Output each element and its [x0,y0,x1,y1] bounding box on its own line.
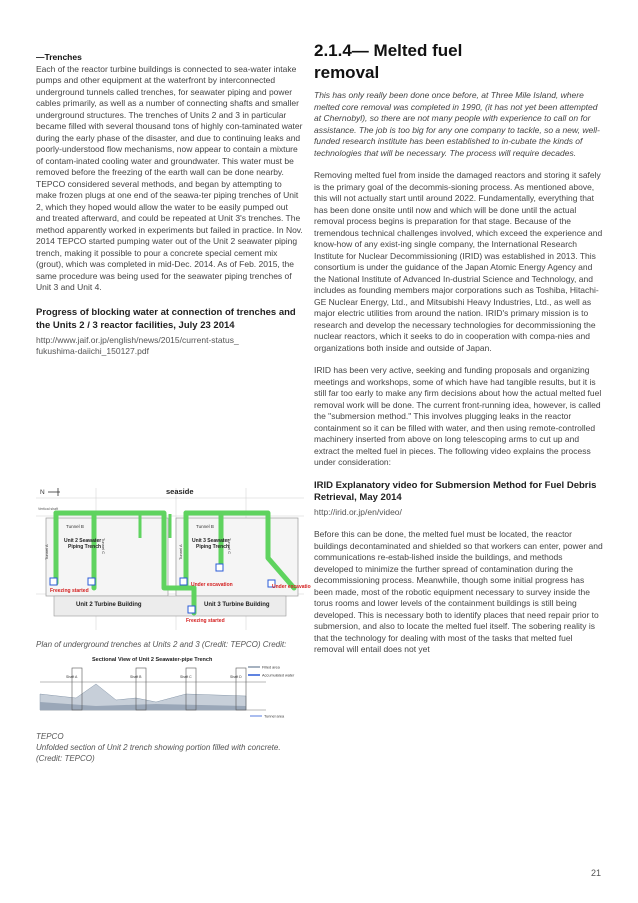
progress-url-line2: fukushima-daiichi_150127.pdf [36,346,149,356]
shaft-a-label: Shaft A [66,675,78,679]
tunnel-b-left-label: Tunnel B [66,524,84,529]
shaft-b-label: Shaft B [130,675,142,679]
right-column [314,40,604,656]
trench-section-figure [36,654,304,726]
trench-plan-figure [36,487,311,630]
legend-tunnel: Tunnel area [264,714,285,719]
removal-paragraph-1: Removing melted fuel from inside the damaged reactors and storing it safely is the primary goal of the decommis-sioning process. As mentioned above, this will not actually start until around 2022. Fundamentally, everything that has been done onsite until now and which will be done until the actual removal process begins is preparation for that stage. Because of the tremendous technical challenges involved, which exceed the experience and know-how of any exist-ing single company, the International Research Institute for Nuclear Decommissioning (IRID) was established in 2013. This consortium is under the guidance of the Japan Atomic Energy Agency and the National Institute of Advanced In-dustrial Science and Technology, and includes as founding members major corporations such as Toshiba, Hitachi-GE Nuclear Energy, Ltd., and Mitsubishi Heavy Industries, Ltd., as well as major electric utilities from around the nation. IRID's primary mission is to research and develop the necessary technologies for decommissioning the nuclear reactors, which it seeks to do in cooperation with compa-nies and organizations both inside and outside of Japan. [314,170,603,353]
section-caption-line1: TEPCO [36,732,64,741]
unit3-building-label: Unit 3 Turbine Building [204,602,270,608]
shaft-d-label: Shaft D [230,675,242,679]
unit2-trench-label-2: Piping Trench [68,544,102,550]
under-excavation-label-2: Under excavatio [272,584,311,590]
legend-accumulated: Accumulated water [262,673,295,678]
unit3-trench-label-1: Unit 3 Seawater [192,538,230,544]
removal-paragraph-2: IRID has been very active, seeking and funding proposals and organizing meetings and workshops, some of which have had tangible results, but it is still far too early to make any firm decisions about how the actual melted fuel removal work will be done. The current front-running idea, however, is called the "submersion method." This involves plugging leaks in the reactor containment so it can be filled with water, and then using remote-controlled machinery inserted from above on long telescoping arms to cut up and extract the melted fuel in pieces. The following video explains the process under consideration: [314,365,602,467]
progress-url-line1: http://www.jaif.or.jp/english/news/2015/current-status_ [36,334,239,345]
section-figure-caption [36,731,306,764]
unit3-trench-label-2: Piping Trench [196,544,230,550]
video-title: IRID Explanatory video for Submersion Method for Fuel Debris Retrieval, May 2014 [314,479,597,503]
tunnel-a-left-label: Tunnel A [44,544,49,560]
freezing-started-label-1: Freezing started [50,588,89,594]
progress-caption: Progress of blocking water at connection of trenches and the Units 2 / 3 reactor facilities, July 23 2014 [36,306,296,331]
freezing-started-label-2: Freezing started [186,618,225,624]
unit2-trench-label-1: Unit 2 Seawater [64,538,102,544]
intro-paragraph: This has only really been done once before, at Three Mile Island, where melted core removal was completed in 1990, (it has not yet been attempted at Chernobyl), so there are not many people with experience to call on for assistance. The job is too big for any one company to tackle, so a new, well-funded research institute has been established to in-cubate the kinds of technologies that will be necessary. The process will require decades. [314,90,600,158]
left-column [36,52,304,358]
seaside-label: seaside [166,487,194,496]
under-excavation-label-1: Under excavation [191,582,233,588]
video-link[interactable]: http://irid.or.jp/en/video/ [314,506,402,517]
trenches-subhead: —Trenches [36,52,82,62]
tunnel-c-left-label: Tunnel C [101,538,106,555]
tunnel-b-right-label: Tunnel B [196,524,214,529]
tunnel-c-right-label: Tunnel C [227,538,232,555]
heading-line2: removal [314,63,380,82]
section-caption-line3: (Credit: TEPCO) [36,754,95,763]
section-heading [314,40,604,84]
heading-line1: 2.1.4— Melted fuel [314,41,463,60]
vertical-shaft-label: Vertical shaft [38,507,59,511]
section-caption-line2: Unfolded section of Unit 2 trench showing portion filled with concrete. [36,743,281,752]
progress-link[interactable] [36,335,304,358]
removal-paragraph-3: Before this can be done, the melted fuel must be located, the reactor buildings decontaminated and shielded so that workers can enter, power and communications re-estab-lished inside the buildings, and methods developed to minimize the further spread of contamination during the decommissioning process. Meanwhile, though some initial progress has been made, most of the robotic equipment necessary to survey inside the torus rooms and lower levels of the containment buildings is still being developed. This is necessary both to identify places that need repair prior to submersion, and also to locate the melted fuel itself. The sobering reality is that the technology for dealing with most of the tasks that melted fuel removal will entail does not yet [314,529,603,654]
tunnel-a-right-label: Tunnel A [178,544,183,560]
trenches-paragraph: Each of the reactor turbine buildings is connected to sea-water intake pumps and other equipment at the waterfront by interconnected underground tunnels called trenches, for seawater piping and power cables primarily, as well as a number of connecting shafts and smaller underground structures. The trenches of Units 2 and 3 in particular became filled with several thousand tons of highly con-taminated water during the early phase of the disaster, and due to continuing leaks and poorly-understood flow mechanisms, now appear to contain a mixture of contam-inated cooling water and groundwater. This water must be removed before the freezing of the earth wall can be done nearby. TEPCO considered several methods, and began by attempting to make frozen plugs at one end of the seawa-ter piping trenches of Unit 2, which they hoped would allow the water to be easily pumped out and treated afterward, and could be repeated at Unit 3's trenches. The method apparently worked in experiments but failed in practice. In Nov. 2014 TEPCO started pumping water out of the Unit 2 seawater piping trench, making it possible to pour a concrete special cement mix (grout), which was completed in mid-Dec. 2014. As of Feb. 2015, the same procedure was being used for the seawater piping trenches of Unit 3 and Unit 4. [36,63,303,292]
page-number: 21 [590,868,601,878]
legend-filled: Filled area [262,665,280,670]
shaft-c-label: Shaft C [180,675,192,679]
unit2-building-label: Unit 2 Turbine Building [76,602,142,608]
plan-figure-caption: Plan of underground trenches at Units 2 and 3 (Credit: TEPCO) Credit: [36,640,287,649]
section-title: Sectional View of Unit 2 Seawater-pipe Trench [92,657,213,663]
north-label: N [40,489,45,496]
